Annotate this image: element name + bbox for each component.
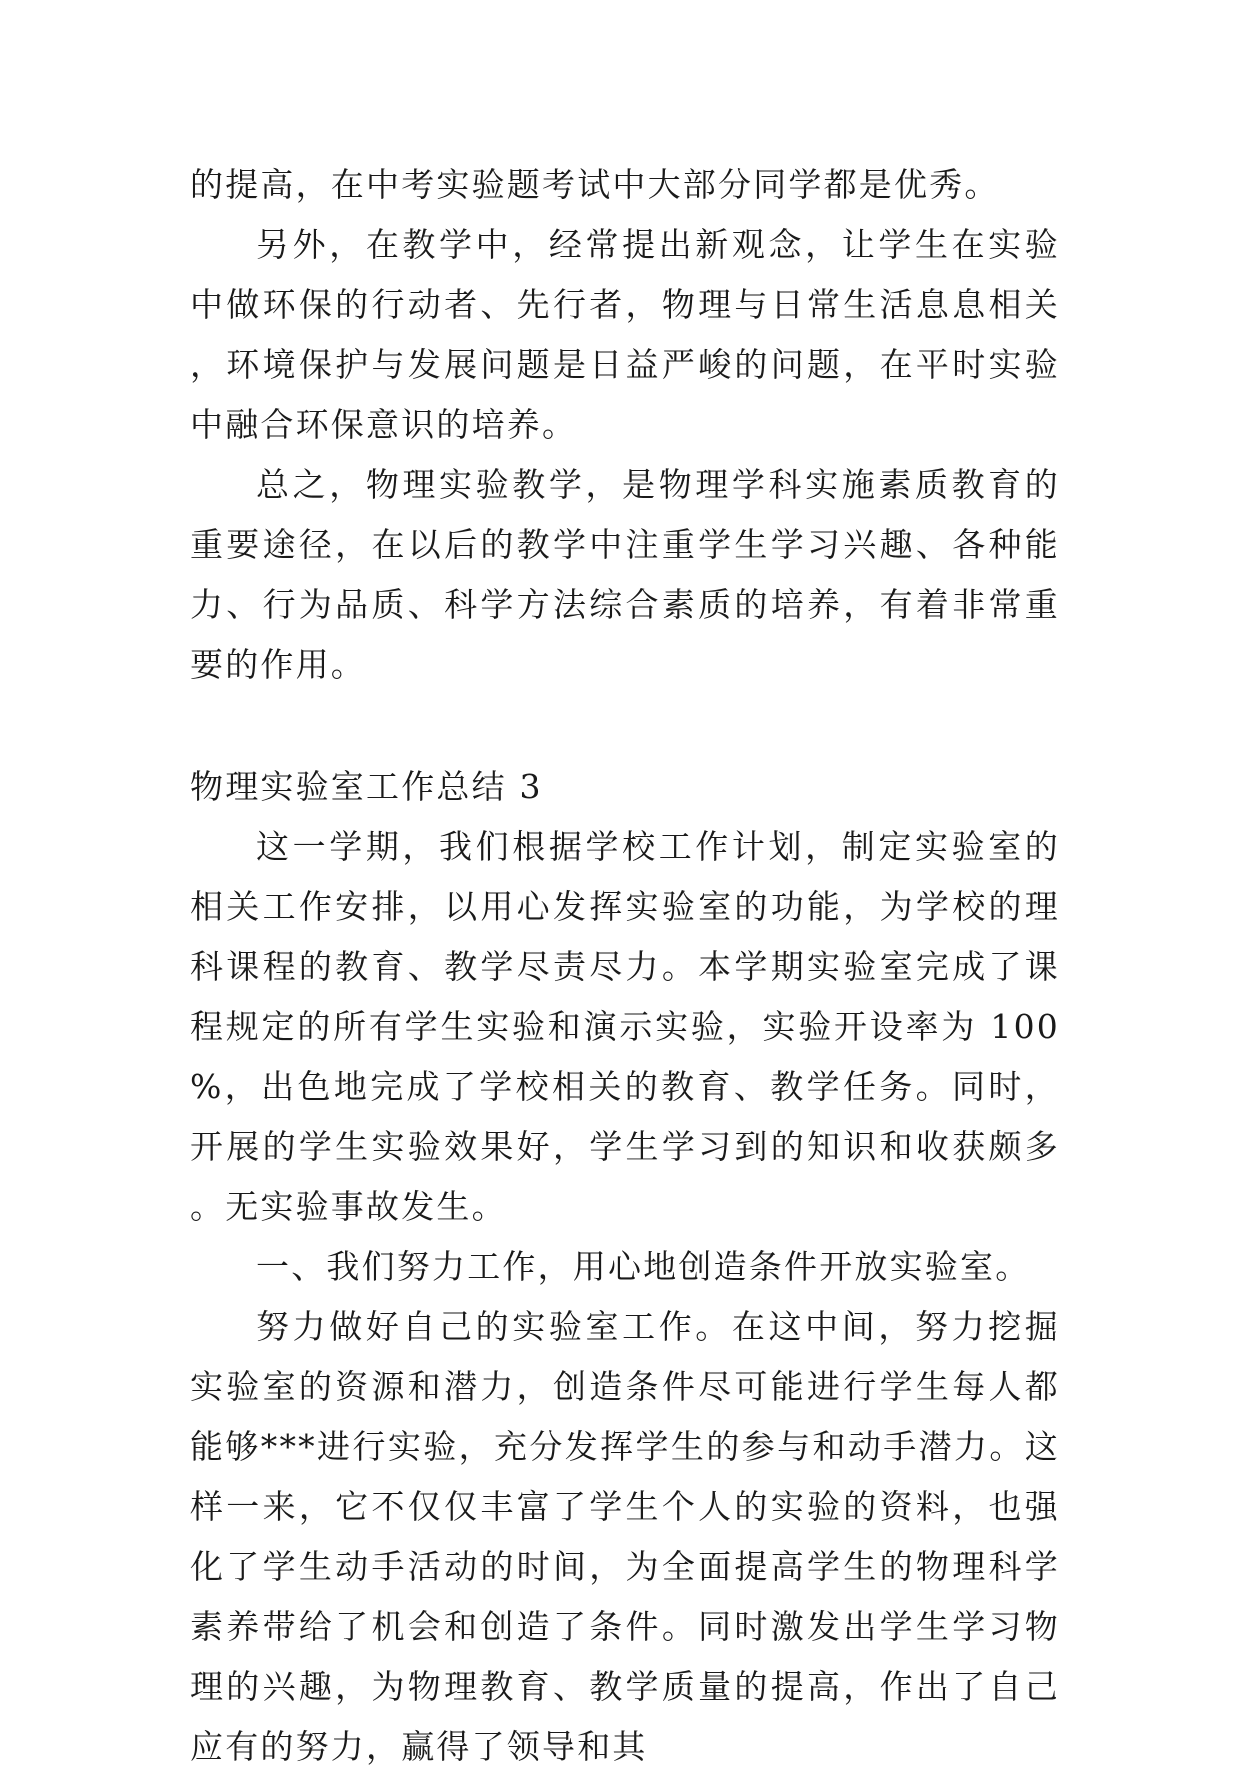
paragraph-conclusion: 总之，物理实验教学，是物理学科实施素质教育的重要途径，在以后的教学中注重学生学习兴趣、各种能力、行为品质、科学方法综合素质的培养，有着非常重要的作用。	[190, 465, 1060, 684]
section-title: 物理实验室工作总结 3	[190, 767, 543, 806]
paragraph-semester-overview: 这一学期，我们根据学校工作计划，制定实验室的相关工作安排，以用心发挥实验室的功能，为学校的理科课程的教育、教学尽责尽力。本学期实验室完成了课程规定的所有学生实验和演示实验，实验开设率为 100%，出色地完成了学校相关的教育、教学任务。同时，开展的学生实验效果好，学生学习到的知识和收获颇多。无实验事故发生。	[190, 827, 1060, 1226]
paragraph-lab-work: 努力做好自己的实验室工作。在这中间，努力挖掘实验室的资源和潜力，创造条件尽可能进行学生每人都能够***进行实验，充分发挥学生的参与和动手潜力。这样一来，它不仅仅丰富了学生个人的实验的资料，也强化了学生动手活动的时间，为全面提高学生的物理科学素养带给了机会和创造了条件。同时激发出学生学习物理的兴趣，为物理教育、教学质量的提高，作出了自己应有的努力，赢得了领导和其	[190, 1307, 1060, 1766]
paragraph-environmental-awareness: 另外，在教学中，经常提出新观念，让学生在实验中做环保的行动者、先行者，物理与日常生活息息相关，环境保护与发展问题是日益严峻的问题，在平时实验中融合环保意识的培养。	[190, 225, 1060, 444]
paragraph-continuation: 的提高，在中考实验题考试中大部分同学都是优秀。	[190, 165, 1000, 204]
paragraph-point-one-heading: 一、我们努力工作，用心地创造条件开放实验室。	[256, 1247, 1031, 1286]
document-body	[190, 155, 1060, 1777]
